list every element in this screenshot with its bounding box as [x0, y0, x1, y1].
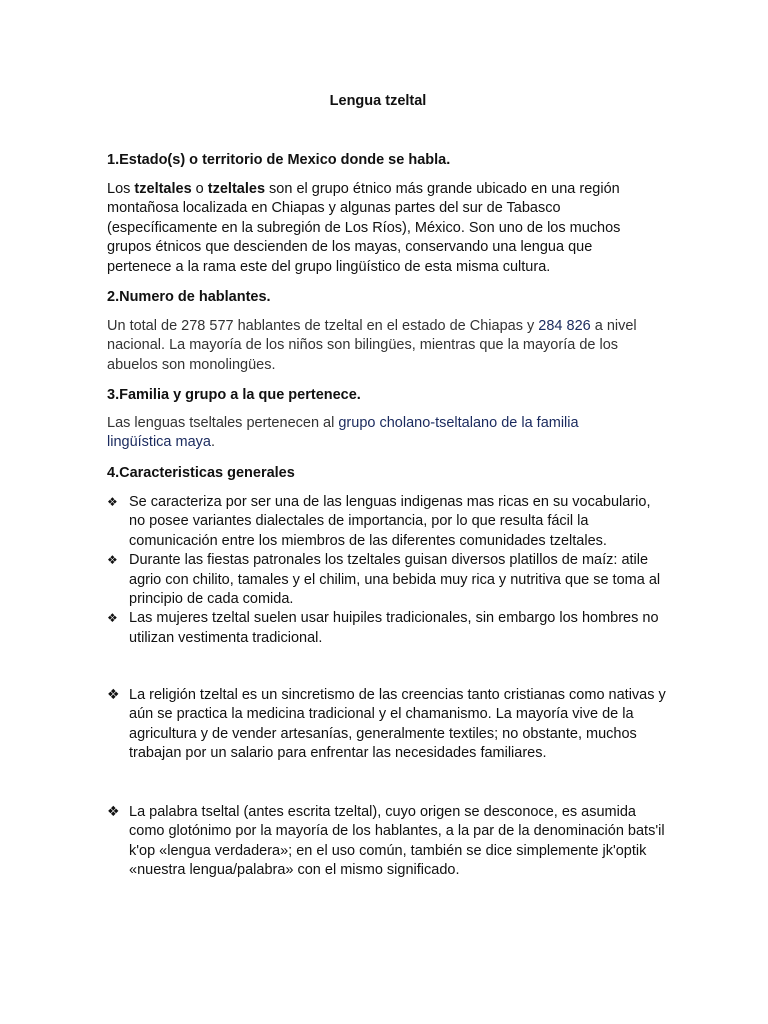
text-segment: Las lenguas tseltales pertenecen al	[107, 415, 339, 431]
diamond-bullet-icon: ❖	[107, 687, 120, 703]
list-item	[107, 551, 667, 609]
text-segment: o	[191, 181, 208, 197]
text-segment: a nivel nacional. La mayoría de los niños son bilingües, mientras que la mayoría de los abuelos son monolingües.	[107, 318, 637, 373]
section-2-heading: 2.Numero de hablantes.	[107, 289, 271, 305]
list-item	[107, 803, 667, 881]
characteristics-list	[107, 493, 667, 648]
section-1-paragraph	[107, 180, 652, 277]
list-item-text: La religión tzeltal es un sincretismo de las creencias tanto cristianas como nativas y aún se practica la medicina tradicional y el chamanismo. La mayoría vive de la agricultura y de vender artesanías, generalmente textiles; no obstante, muchos trabajan por un salario para enfrentar las necesidades familiares.	[129, 687, 666, 762]
diamond-bullet-icon: ❖	[107, 611, 118, 626]
section-2-paragraph	[107, 317, 662, 375]
diamond-bullet-icon: ❖	[107, 553, 118, 568]
section-1-heading: 1.Estado(s) o territorio de Mexico donde se habla.	[107, 152, 451, 168]
text-segment: Un total de 278 577 hablantes de tzeltal en el estado de Chiapas y	[107, 318, 539, 334]
family-link[interactable]: grupo cholano-tseltalano de la familia lingüística maya	[107, 415, 579, 451]
list-item	[107, 493, 667, 551]
text-segment: Los	[107, 181, 135, 197]
list-item-text: Durante las fiestas patronales los tzeltales guisan diversos platillos de maíz: atile agrio con chilito, tamales y el chilim, una bebida muy rica y nutritiva que se toma al principio de cada comida.	[129, 552, 661, 608]
diamond-bullet-icon: ❖	[107, 495, 118, 509]
bold-term: tzeltales	[207, 181, 266, 197]
bold-term: tzeltales	[134, 181, 192, 197]
list-item	[107, 686, 667, 764]
characteristics-list-continued	[107, 686, 667, 764]
list-item-text: Las mujeres tzeltal suelen usar huipiles tradicionales, sin embargo los hombres no utilizan vestimenta tradicional.	[129, 610, 659, 646]
characteristics-list-final	[107, 803, 667, 881]
document-title: Lengua tzeltal	[329, 93, 427, 109]
speakers-link[interactable]: 284 826	[538, 318, 591, 334]
diamond-bullet-icon: ❖	[107, 804, 120, 820]
section-3-heading: 3.Familia y grupo a la que pertenece.	[107, 387, 361, 403]
list-item-text: La palabra tseltal (antes escrita tzeltal), cuyo origen se desconoce, es asumida como glotónimo por la mayoría de los hablantes, a la par de la denominación bats'il k'op «lengua verdadera»; en el uso común, también se dice simplemente jk'optik «nuestra lengua/palabra» con el mismo significado.	[129, 804, 665, 879]
text-segment: .	[210, 434, 215, 451]
section-3-paragraph	[107, 414, 627, 453]
section-4-heading: 4.Caracteristicas generales	[107, 465, 295, 481]
list-item	[107, 609, 667, 648]
text-segment: son el grupo étnico más grande ubicado en una región montañosa localizada en Chiapas y algunas partes del sur de Tabasco (específicamente en la subregión de Los Ríos), México. Son uno de los muchos grupos étnicos que descienden de los mayas, conservando una lengua que pertenece a la rama este del grupo lingüístico de esta misma cultura.	[107, 181, 621, 275]
list-item-text: Se caracteriza por ser una de las lenguas indigenas mas ricas en su vocabulario, no posee variantes dialectales de importancia, por lo que resulta fácil la comunicación entre los miembros de las diferentes comunidades tzeltales.	[129, 494, 651, 549]
